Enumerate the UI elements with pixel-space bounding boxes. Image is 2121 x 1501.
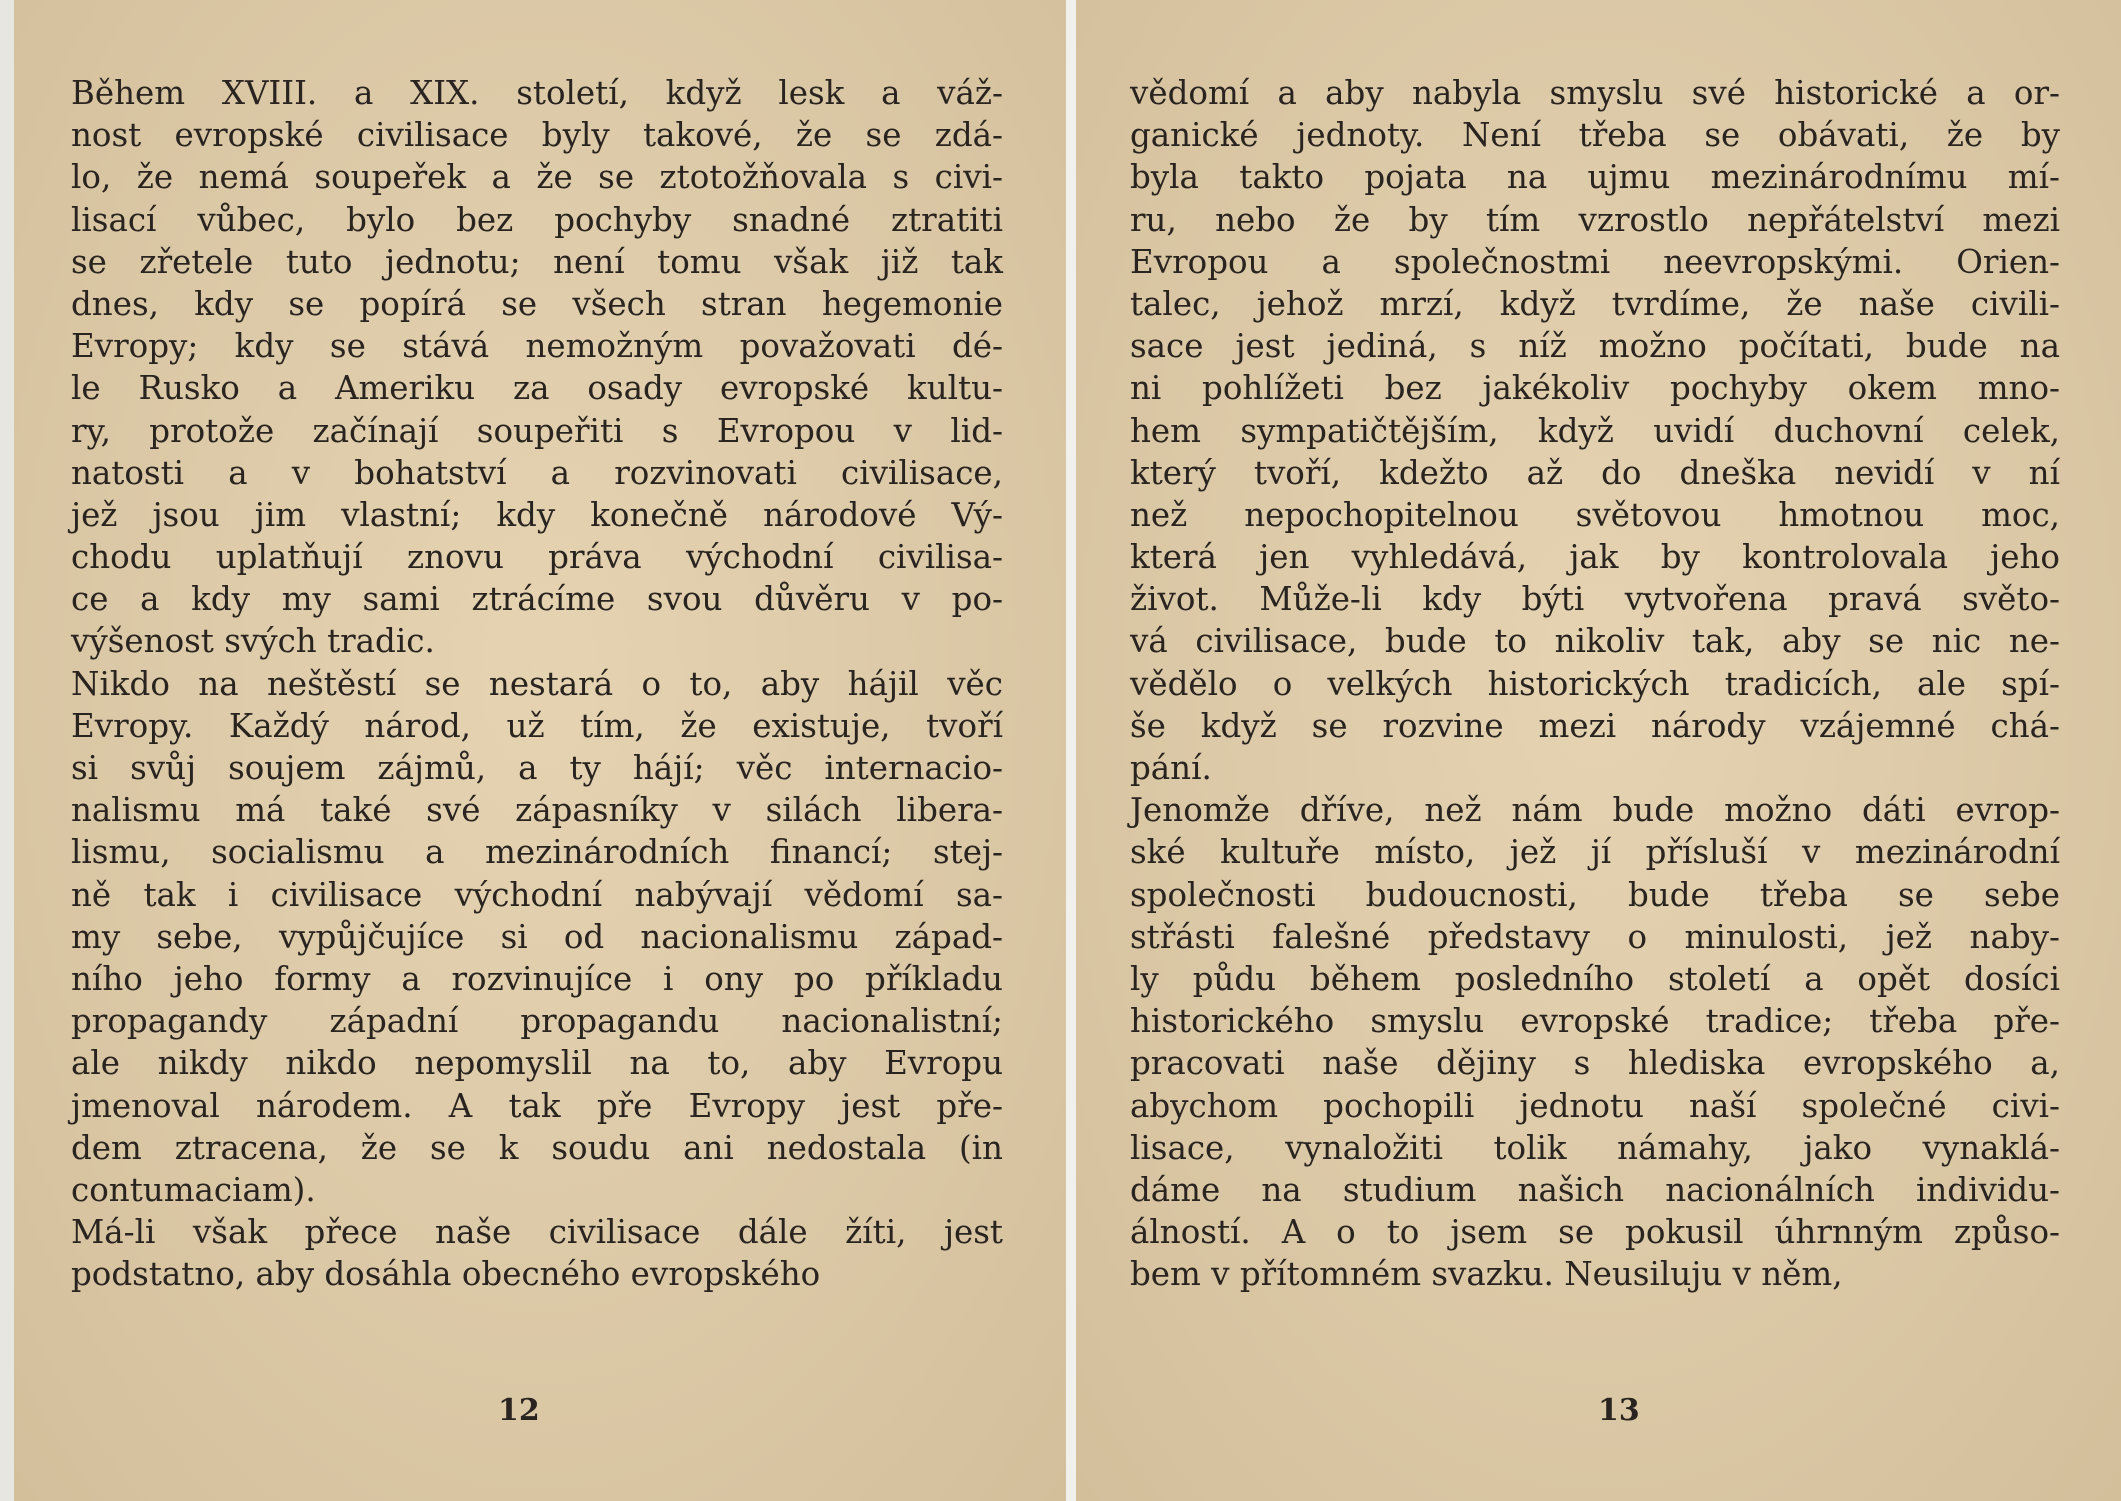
text-line: střásti falešné představy o minulosti, jež naby- xyxy=(1130,917,2060,956)
page-gutter xyxy=(1066,0,1076,1501)
text-line: se zřetele tuto jednotu; není tomu však již tak xyxy=(71,242,1003,281)
text-line: natosti a v bohatství a rozvinovati civilisace, xyxy=(71,453,1003,492)
text-line: ry, protože začínají soupeřiti s Evropou v lid- xyxy=(71,411,1003,450)
text-line: který tvoří, kdežto až do dneška nevidí v ní xyxy=(1130,453,2060,492)
text-line: sace jest jediná, s níž možno počítati, bude na xyxy=(1130,327,2060,366)
text-line: lo, že nemá soupeřek a že se ztotožňovala s civi- xyxy=(71,158,1003,197)
text-line: dáme na studium našich nacionálních individu- xyxy=(1130,1170,2060,1209)
text-line: vědělo o velkých historických tradicích, ale spí- xyxy=(1130,664,2060,703)
text-line: dnes, kdy se popírá se všech stran hegemonie xyxy=(71,284,1003,323)
text-line: ganické jednoty. Není třeba se obávati, že by xyxy=(1130,116,2060,155)
text-line: álností. A o to jsem se pokusil úhrnným způso- xyxy=(1130,1213,2060,1252)
text-line: talec, jehož mrzí, když tvrdíme, že naše civili- xyxy=(1130,284,2060,323)
left-page xyxy=(14,0,1066,1501)
text-line: ale nikdy nikdo nepomyslil na to, aby Evropu xyxy=(71,1044,1003,1083)
right-page-number: 13 xyxy=(1598,1393,1640,1428)
text-line: bem v přítomném svazku. Neusiluju v něm, xyxy=(1130,1255,1843,1294)
text-line: lisací vůbec, bylo bez pochyby snadné ztratiti xyxy=(71,200,1003,239)
text-line: která jen vyhledává, jak by kontrolovala jeho xyxy=(1130,538,2060,577)
text-line: než nepochopitelnou světovou hmotnou moc, xyxy=(1130,495,2060,534)
text-line: jež jsou jim vlastní; kdy konečně národové Vý- xyxy=(71,495,1003,534)
text-line: ce a kdy my sami ztrácíme svou důvěru v po- xyxy=(71,580,1003,619)
text-line: ně tak i civilisace východní nabývají vědomí sa- xyxy=(71,875,1003,914)
text-line: vá civilisace, bude to nikoliv tak, aby se nic ne- xyxy=(1130,622,2060,661)
text-line: lisace, vynaložiti tolik námahy, jako vynaklá- xyxy=(1130,1128,2060,1167)
text-line: pracovati naše dějiny s hlediska evropského a, xyxy=(1130,1044,2060,1083)
left-page-text xyxy=(71,72,1003,1295)
text-line: pání. xyxy=(1130,749,1212,787)
text-line: ni pohlížeti bez jakékoliv pochyby okem mno- xyxy=(1130,369,2060,408)
text-line: výšenost svých tradic. xyxy=(71,622,435,661)
text-line: Evropou a společnostmi neevropskými. Orien- xyxy=(1130,242,2060,281)
text-line: vědomí a aby nabyla smyslu své historické a or- xyxy=(1130,74,2060,112)
text-line: hem sympatičtějším, když uvidí duchovní celek, xyxy=(1130,411,2060,450)
text-line: byla takto pojata na ujmu mezinárodnímu mí- xyxy=(1130,158,2060,197)
text-line: nalismu má také své zápasníky v silách libera- xyxy=(71,791,1003,830)
text-line: Jenomže dříve, než nám bude možno dáti evrop- xyxy=(1130,791,2060,830)
text-line: Během XVIII. a XIX. století, když lesk a váž- xyxy=(71,74,1003,112)
text-line: contumaciam). xyxy=(71,1170,316,1209)
text-line: život. Může-li kdy býti vytvořena pravá světo- xyxy=(1130,580,2060,619)
text-line: podstatno, aby dosáhla obecného evropského xyxy=(71,1255,821,1294)
text-line: še když se rozvine mezi národy vzájemné chá- xyxy=(1130,706,2060,745)
text-line: nost evropské civilisace byly takové, že se zdá- xyxy=(71,116,1003,155)
left-page-number: 12 xyxy=(498,1393,540,1428)
text-line: le Rusko a Ameriku za osady evropské kultu- xyxy=(71,369,1003,408)
right-page-text xyxy=(1130,72,2060,1295)
text-line: ru, nebo že by tím vzrostlo nepřátelství mezi xyxy=(1130,200,2060,239)
text-line: společnosti budoucnosti, bude třeba se sebe xyxy=(1130,875,2060,914)
text-line: ly půdu během posledního století a opět dosíci xyxy=(1130,959,2060,998)
text-line: ního jeho formy a rozvinujíce i ony po příkladu xyxy=(71,959,1003,998)
text-line: jmenoval národem. A tak pře Evropy jest pře- xyxy=(71,1086,1003,1125)
text-line: Evropy; kdy se stává nemožným považovati dé- xyxy=(71,327,1003,366)
text-line: si svůj soujem zájmů, a ty hájí; věc internacio- xyxy=(71,749,1003,787)
text-line: Má-li však přece naše civilisace dále žíti, jest xyxy=(71,1213,1003,1252)
text-line: my sebe, vypůjčujíce si od nacionalismu západ- xyxy=(71,917,1003,956)
text-line: propagandy západní propagandu nacionalistní; xyxy=(71,1002,1003,1041)
text-line: abychom pochopili jednotu naší společné civi- xyxy=(1130,1086,2060,1125)
text-line: lismu, socialismu a mezinárodních financí; stej- xyxy=(71,833,1003,872)
text-line: historického smyslu evropské tradice; třeba pře- xyxy=(1130,1002,2060,1041)
text-line: Nikdo na neštěstí se nestará o to, aby hájil věc xyxy=(71,664,1003,703)
text-line: chodu uplatňují znovu práva východní civilisa- xyxy=(71,538,1003,577)
right-page xyxy=(1076,0,2121,1501)
text-line: ské kultuře místo, jež jí přísluší v mezinárodní xyxy=(1130,833,2060,872)
text-line: Evropy. Každý národ, už tím, že existuje, tvoří xyxy=(71,706,1003,745)
text-line: dem ztracena, že se k soudu ani nedostala (in xyxy=(71,1128,1003,1167)
